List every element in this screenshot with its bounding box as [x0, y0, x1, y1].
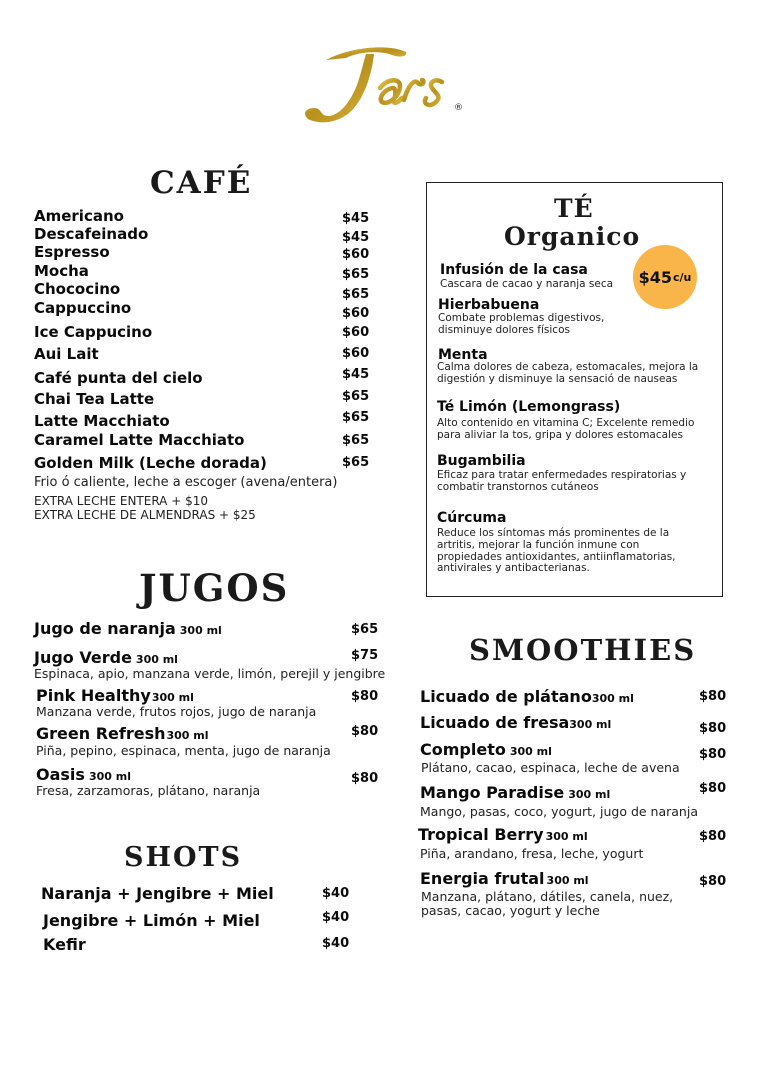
- jugos-item-desc: Espinaca, apio, manzana verde, limón, perejil y jengibre: [34, 666, 386, 681]
- cafe-item-price: $60: [342, 325, 370, 340]
- smoothies-item-price: $80: [699, 829, 727, 844]
- jugos-item: [34, 621, 222, 637]
- jugos-title: JUGOS: [139, 566, 290, 610]
- jugos-item-price: $80: [351, 771, 379, 786]
- tea-item-name: Hierbabuena: [438, 297, 540, 313]
- shots-item-name: Kefir: [43, 935, 86, 954]
- tea-item-desc: Eficaz para tratar enfermedades respiratorias y combatir transtornos cutáneos: [437, 469, 687, 493]
- cafe-item-name: Golden Milk (Leche dorada): [34, 454, 267, 472]
- tea-item-desc: Cascara de cacao y naranja seca: [440, 278, 614, 290]
- smoothies-item: [420, 871, 589, 887]
- shots-item-price: $40: [322, 936, 350, 951]
- cafe-item-price: $65: [342, 287, 370, 302]
- jugos-item-name: Pink Healthy: [36, 686, 151, 705]
- jugos-item-name: Oasis: [36, 765, 85, 784]
- jugos-item-size: 300 ml: [151, 691, 194, 704]
- jugos-item-desc: Manzana verde, frutos rojos, jugo de naranja: [36, 704, 317, 719]
- smoothies-item: [420, 689, 634, 705]
- smoothies-item-price: $80: [699, 721, 727, 736]
- tea-item-name: Cúrcuma: [437, 510, 507, 526]
- smoothies-item-name: Tropical Berry: [418, 825, 544, 844]
- smoothies-item-name: Completo: [420, 740, 506, 759]
- cafe-title: CAFÉ: [150, 165, 253, 201]
- cafe-item-price: $60: [342, 306, 370, 321]
- jars-logo-image: [296, 42, 468, 132]
- jugos-item: [36, 767, 131, 783]
- badge-price: $45: [638, 267, 673, 287]
- cafe-item-price: $65: [342, 389, 370, 404]
- smoothies-item-size: 300 ml: [545, 830, 588, 843]
- jugos-item: [36, 688, 194, 704]
- jars-logo: [296, 42, 468, 132]
- jugos-item-desc: Fresa, zarzamoras, plátano, naranja: [36, 783, 261, 798]
- tea-item-desc: Calma dolores de cabeza, estomacales, mejora la digestión y disminuye la sensació de nauseas: [437, 361, 699, 385]
- cafe-item-name: Chai Tea Latte: [34, 390, 155, 408]
- smoothies-item-name: Licuado de fresa: [420, 713, 570, 732]
- jugos-item-name: Jugo de naranja: [34, 619, 176, 638]
- cafe-item-price: $45: [342, 230, 370, 245]
- tea-subtitle: Organico: [504, 222, 641, 251]
- tea-item-name: Menta: [438, 347, 488, 363]
- tea-item-desc: Combate problemas digestivos, disminuye dolores físicos: [438, 312, 605, 336]
- jugos-item-price: $80: [351, 689, 379, 704]
- jugos-item-size: 300 ml: [88, 770, 131, 783]
- jugos-item-price: $80: [351, 724, 379, 739]
- cafe-item-price: $65: [342, 433, 370, 448]
- cafe-item-price: $65: [342, 455, 370, 470]
- cafe-item-name: Aui Lait: [34, 345, 99, 363]
- cafe-item-price: $65: [342, 410, 370, 425]
- smoothies-item-name: Licuado de plátano: [420, 687, 592, 706]
- tea-item-name: Bugambilia: [437, 453, 526, 469]
- shots-item-name: Naranja + Jengibre + Miel: [41, 884, 274, 903]
- shots-title: SHOTS: [124, 842, 243, 873]
- shots-item-price: $40: [322, 910, 350, 925]
- price-badge: [633, 245, 697, 309]
- tea-title: TÉ: [554, 194, 594, 223]
- jugos-item-size: 300 ml: [179, 624, 222, 637]
- smoothies-item-desc: Manzana, plátano, dátiles, canela, nuez, pasas, cacao, yogurt y leche: [421, 889, 674, 919]
- shots-item-name: Jengibre + Limón + Miel: [43, 911, 260, 930]
- smoothies-item-price: $80: [699, 689, 727, 704]
- smoothies-item-name: Energia frutal: [420, 869, 545, 888]
- cafe-item-name: Ice Cappucino: [34, 323, 153, 341]
- smoothies-item-price: $80: [699, 781, 727, 796]
- cafe-item-price: $45: [342, 211, 370, 226]
- badge-unit: c/u: [673, 270, 692, 284]
- tea-item-name: Infusión de la casa: [440, 262, 588, 278]
- smoothies-title: SMOOTHIES: [469, 633, 697, 667]
- tea-item-name: Té Limón (Lemongrass): [437, 399, 621, 415]
- smoothies-item: [418, 827, 588, 843]
- cafe-item-price: $65: [342, 267, 370, 282]
- cafe-item-price: $45: [342, 367, 370, 382]
- cafe-item-name: Americano: [34, 207, 124, 225]
- smoothies-item-desc: Mango, pasas, coco, yogurt, jugo de naranja: [420, 804, 698, 819]
- jugos-item-name: Jugo Verde: [34, 648, 132, 667]
- cafe-item-name: Latte Macchiato: [34, 412, 170, 430]
- jugos-item-price: $75: [351, 648, 379, 663]
- cafe-item-name: Chococino: [34, 280, 121, 298]
- smoothies-item-price: $80: [699, 874, 727, 889]
- cafe-item-name: Descafeinado: [34, 225, 149, 243]
- cafe-item-price: $60: [342, 346, 370, 361]
- smoothies-item-desc: Plátano, cacao, espinaca, leche de avena: [421, 760, 680, 775]
- jugos-item-name: Green Refresh: [36, 724, 166, 743]
- cafe-extra-note: EXTRA LECHE ENTERA + $10: [34, 494, 208, 508]
- smoothies-item-size: 300 ml: [546, 874, 589, 887]
- tea-item-desc: Reduce los síntomas más prominentes de la artritis, mejorar la función inmune con propiedades antioxidantes, antiinflamatorias, antivirales y antibacterianas.: [437, 527, 676, 575]
- smoothies-item: [420, 715, 611, 731]
- cafe-temp-note: Frio ó caliente, leche a escoger (avena/entera): [34, 475, 338, 490]
- cafe-item-name: Caramel Latte Macchiato: [34, 431, 245, 449]
- smoothies-item: [420, 742, 552, 758]
- jugos-item-price: $65: [351, 622, 379, 637]
- smoothies-item-size: 300 ml: [568, 788, 611, 801]
- tea-item-desc: Alto contenido en vitamina C; Excelente remedio para aliviar la tos, gripa y dolores estomacales: [437, 417, 695, 441]
- cafe-item-name: Mocha: [34, 262, 89, 280]
- smoothies-item-name: Mango Paradise: [420, 783, 565, 802]
- smoothies-item-price: $80: [699, 747, 727, 762]
- shots-item-price: $40: [322, 886, 350, 901]
- registered-mark: ®: [454, 103, 463, 113]
- jugos-item: [34, 650, 178, 666]
- cafe-item-price: $60: [342, 247, 370, 262]
- smoothies-item-size: 300 ml: [569, 718, 612, 731]
- jugos-item: [36, 726, 209, 742]
- smoothies-item: [420, 785, 610, 801]
- cafe-extra-note: EXTRA LECHE DE ALMENDRAS + $25: [34, 508, 256, 522]
- cafe-item-name: Cappuccino: [34, 299, 132, 317]
- cafe-item-name: Espresso: [34, 243, 110, 261]
- jugos-item-desc: Piña, pepino, espinaca, menta, jugo de naranja: [36, 743, 331, 758]
- smoothies-item-desc: Piña, arandano, fresa, leche, yogurt: [420, 846, 644, 861]
- smoothies-item-size: 300 ml: [591, 692, 634, 705]
- jugos-item-size: 300 ml: [166, 729, 209, 742]
- jugos-item-size: 300 ml: [135, 653, 178, 666]
- smoothies-item-size: 300 ml: [509, 745, 552, 758]
- cafe-item-name: Café punta del cielo: [34, 369, 203, 387]
